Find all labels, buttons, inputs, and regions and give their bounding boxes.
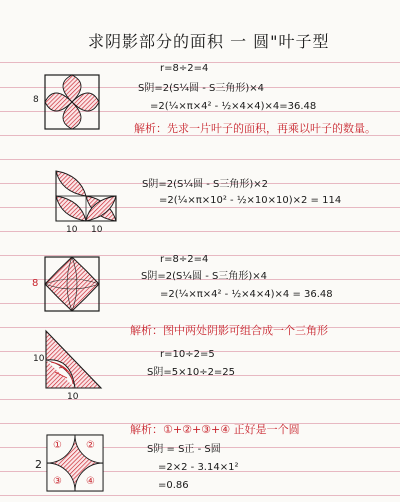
area-result: =0.86 [158,480,189,491]
area-calculation: =2(¼×π×10² - ½×10×10)×2 = 114 [159,195,342,206]
quarter-circle-label-1: ① [53,440,62,451]
base-length-label: 10 [67,392,79,402]
area-calculation: S阴=5×10÷2=25 [147,367,236,378]
area-calculation: =2×2 - 3.14×1² [158,462,239,473]
radius-equation: r=8÷2=4 [160,63,209,74]
ruling-line [0,399,400,400]
side-length-label: 2 [35,458,42,471]
radius-equation: r=8÷2=4 [160,254,209,265]
quarter-circle-label-4: ④ [86,476,95,487]
figure-petal-square [44,256,100,312]
ruling-line [0,135,400,136]
quarter-circle-label-3: ③ [53,476,62,487]
analysis-note: 解析：先求一片叶子的面积，再乘以叶子的数量。 [134,122,376,135]
analysis-note: 解析：图中两处阴影可组合成一个三角形 [130,324,328,337]
analysis-note: 解析：①+②+③+④ 正好是一个圆 [130,423,300,436]
area-formula: S阴=2(S¼圆 - S三角形)×2 [142,179,268,190]
area-calculation: =2(¼×π×4² - ½×4×4)×4=36.48 [150,101,317,112]
ruling-line [0,231,400,232]
radius-equation: r=10÷2=5 [160,349,215,360]
quarter-circle-label-2: ② [86,440,95,451]
side-length-label: 8 [33,95,39,105]
area-formula: S阴=2(S¼圆 - S三角形)×4 [141,271,267,282]
area-formula: S阴=2(S¼圆 - S三角形)×4 [138,83,264,94]
figure-four-leaf-square [44,74,100,130]
page-title: 求阴影部分的面积 一 圆"叶子型 [88,32,330,51]
area-calculation: =2(¼×π×4² - ½×4×4)×4 = 36.48 [160,289,333,300]
side-length-label: 10 [33,354,45,364]
left-width-label: 10 [66,225,78,235]
side-length-label: 8 [32,278,39,289]
ruling-line [0,495,400,496]
figure-triangle-arcs [45,330,103,390]
right-width-label: 10 [91,225,103,235]
figure-double-leaf-rectangle [55,170,117,222]
ruling-line [0,159,400,160]
area-formula: S阴 = S正 - S圆 [147,444,221,455]
